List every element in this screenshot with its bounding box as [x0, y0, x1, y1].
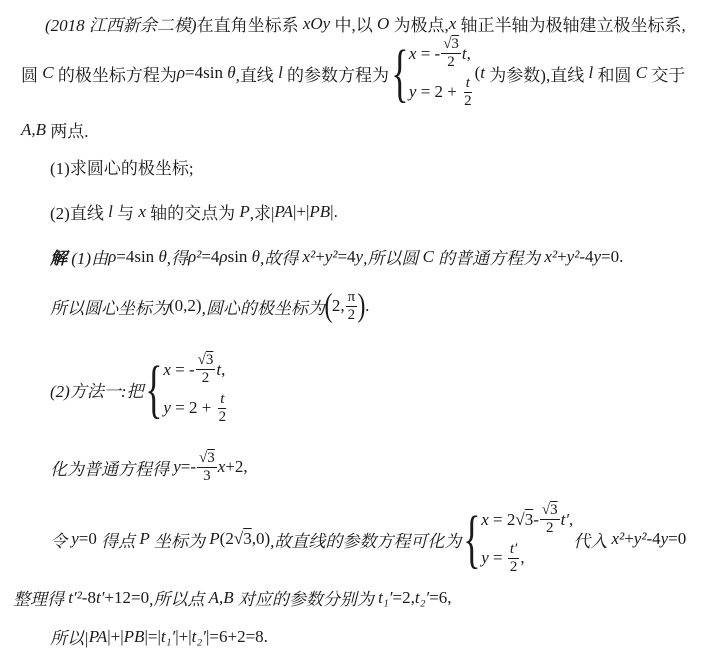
math-segment: θ — [158, 246, 167, 266]
math-segment: =4sin — [116, 246, 159, 266]
math-segment: ( — [474, 63, 481, 82]
math-segment: |=| — [144, 626, 161, 646]
fraction-numerator — [196, 352, 216, 370]
left-paren: ( — [324, 287, 333, 324]
math-segment: x — [481, 509, 489, 529]
fraction-numerator — [441, 36, 461, 54]
equation-row-y — [163, 391, 229, 426]
solution-center-coordinates — [50, 287, 369, 325]
fraction-numerator — [508, 541, 519, 559]
radicand: 3 — [451, 36, 459, 53]
fraction — [508, 541, 520, 576]
math-segment: x² — [302, 246, 316, 266]
math-segment: C — [635, 63, 648, 82]
text-segment: 为极点, — [389, 16, 449, 35]
math-segment: ρ — [108, 246, 117, 266]
math-segment: t₁′ — [160, 626, 176, 646]
problem-statement-line-1 — [45, 11, 686, 36]
fraction-numerator: π — [347, 288, 356, 305]
equation-row-x — [163, 352, 229, 387]
math-segment: = - — [170, 359, 195, 379]
math-segment: =4 — [337, 246, 356, 266]
problem-source-tag: (2018 江西新余二模) — [45, 16, 197, 35]
math-segment: PB — [123, 626, 145, 646]
math-segment: (2 — [219, 529, 234, 548]
text-segment: (1)由 — [67, 249, 109, 268]
math-segment: 2, — [331, 296, 345, 315]
fraction — [346, 289, 358, 324]
math-segment: A,B — [208, 587, 234, 607]
radical-sign: √ — [197, 352, 206, 369]
solution-part-1 — [50, 244, 623, 269]
radical-sign: √ — [233, 529, 244, 548]
math-segment: x² — [544, 246, 558, 266]
math-segment: , — [520, 548, 525, 568]
math-segment: P — [239, 201, 250, 221]
math-segment: y² — [324, 246, 338, 266]
math-segment: ρ — [219, 246, 228, 266]
text-segment: 和圆 — [593, 65, 636, 85]
math-segment: t₂′ — [414, 587, 430, 607]
radical-sign: √ — [541, 502, 551, 519]
text-segment: ,得 — [166, 249, 189, 268]
math-segment: = 2 + — [170, 398, 216, 418]
math-segment: x — [138, 201, 146, 221]
math-segment: = — [488, 548, 507, 568]
text-segment: 整理得 — [13, 590, 69, 609]
text-segment: 所以| — [50, 629, 89, 648]
radicand: 3 — [207, 449, 215, 466]
math-segment: xOy — [302, 13, 331, 33]
text-segment: 令 — [50, 531, 72, 551]
radical-sign: √ — [515, 509, 525, 529]
math-segment: y — [163, 398, 171, 418]
math-segment: =6, — [429, 587, 452, 607]
math-segment: x² — [611, 529, 625, 548]
math-segment: y — [71, 529, 79, 548]
solution-label: 解 — [50, 249, 67, 268]
left-brace: { — [463, 502, 481, 575]
problem-statement-line-3 — [21, 117, 89, 142]
fraction-denominator: 2 — [201, 370, 210, 387]
math-segment: -4 — [579, 246, 594, 266]
math-segment: ρ² — [188, 246, 202, 266]
solution-part-2-method-1 — [50, 351, 229, 427]
math-segment: t₁′ — [378, 587, 393, 607]
text-segment: 圆 — [21, 65, 43, 85]
math-segment: (0,2) — [169, 296, 202, 315]
right-paren: ) — [357, 287, 366, 324]
fraction — [462, 75, 474, 110]
parametric-equation-system — [143, 352, 229, 425]
radicand: 3 — [524, 509, 534, 529]
fraction-numerator — [218, 391, 226, 409]
math-segment: P — [139, 529, 150, 548]
text-segment: ,求| — [249, 204, 275, 223]
fraction — [196, 352, 216, 387]
text-segment: ,直线 — [235, 65, 279, 85]
math-segment: l — [278, 63, 283, 82]
math-segment: x — [163, 359, 171, 379]
math-segment: ρ — [176, 63, 186, 82]
fraction-numerator — [197, 450, 217, 468]
question-1 — [50, 154, 194, 179]
math-segment: , — [221, 359, 226, 379]
fraction-numerator — [464, 75, 472, 93]
equation-rows — [163, 352, 229, 425]
text-segment: 在直角坐标系 — [196, 16, 303, 35]
equation-row-y — [409, 75, 475, 110]
fraction-denominator: 2 — [509, 558, 518, 575]
math-segment: θ — [227, 63, 236, 82]
math-segment: PA — [274, 201, 293, 221]
math-segment: =- — [180, 457, 197, 476]
text-segment: 得点 — [101, 531, 140, 551]
math-segment: l — [588, 63, 594, 82]
fraction-denominator: 2 — [464, 92, 472, 109]
math-segment: |+| — [107, 626, 124, 646]
math-segment: y — [481, 548, 489, 568]
math-segment: x — [217, 457, 226, 476]
text-segment: (1)求圆心的极坐标; — [50, 159, 194, 178]
math-segment: P — [209, 529, 220, 548]
fraction-denominator: 2 — [545, 520, 554, 537]
math-segment: t′ — [509, 541, 518, 557]
math-segment: +2, — [225, 457, 248, 476]
math-segment: = 2 — [488, 509, 516, 529]
math-segment: θ — [251, 246, 261, 266]
math-segment: y — [173, 457, 181, 476]
math-segment: |. — [330, 201, 338, 221]
text-segment: 的参数方程为 — [282, 65, 390, 85]
text-segment: 的极坐标方程为 — [53, 65, 177, 85]
equation-row-y — [481, 541, 573, 576]
math-segment: ,0) — [251, 529, 271, 548]
fraction-denominator: 2 — [347, 306, 356, 323]
fraction-denominator: 3 — [203, 467, 211, 484]
math-segment: -4 — [646, 529, 661, 548]
problem-statement-line-2 — [21, 38, 685, 108]
math-segment: =0 — [78, 529, 102, 548]
equation-rows — [481, 502, 573, 575]
math-segment: =4 — [201, 246, 220, 266]
math-segment: = 2 + — [416, 82, 462, 102]
math-segment: A,B — [21, 119, 47, 139]
math-segment: C — [422, 246, 434, 266]
text-segment: 轴的交点为 — [145, 204, 240, 223]
math-segment: , — [569, 509, 574, 529]
text-segment: ,故得 — [260, 249, 303, 268]
radical-sign: √ — [199, 449, 208, 466]
text-segment: ,所以圆 — [363, 249, 423, 268]
text-segment: 中,以 — [330, 16, 377, 35]
parametric-equation-system — [389, 36, 475, 109]
question-2 — [50, 199, 338, 224]
math-segment: + — [557, 246, 567, 266]
math-segment: x — [408, 43, 417, 63]
math-segment: PA — [88, 626, 108, 646]
text-segment: ,故直线的参数方程可化为 — [270, 531, 462, 551]
solution-parameter-values — [13, 585, 452, 610]
radicand: 3 — [243, 529, 252, 548]
solution-point-p-line — [50, 503, 686, 575]
text-segment: 对应的参数分别为 — [233, 590, 379, 609]
text-segment: 与 — [112, 204, 139, 223]
solution-ordinary-equation — [50, 446, 248, 488]
parametric-equation-system — [461, 502, 573, 575]
math-segment: x — [448, 13, 457, 33]
text-segment: 轴正半轴为极轴建立极坐标系, — [456, 16, 686, 35]
fraction — [441, 36, 461, 71]
solution-final-answer — [50, 624, 268, 649]
math-segment: O — [376, 13, 390, 33]
math-segment: t — [480, 63, 486, 82]
fraction — [540, 502, 560, 537]
math-segment: + — [315, 246, 325, 266]
fraction-denominator: 2 — [447, 54, 455, 71]
math-segment: t′² — [68, 587, 82, 607]
text-segment: 交于 — [647, 65, 686, 85]
math-segment: - — [533, 509, 539, 529]
text-segment: (2)直线 — [50, 204, 109, 223]
math-segment: -8 — [81, 587, 96, 607]
math-segment: sin — [227, 246, 252, 266]
math-segment: y² — [566, 246, 580, 266]
math-segment: y — [593, 246, 602, 266]
text-segment: 所以圆心坐标为 — [50, 298, 169, 318]
math-segment: |+| — [292, 201, 310, 221]
math-segment: t′ — [560, 509, 570, 529]
math-segment: t₂′ — [191, 626, 206, 646]
equation-rows — [409, 36, 475, 109]
math-segment: |=6+2=8. — [205, 626, 268, 646]
math-segment: +12=0 — [104, 587, 150, 607]
math-segment: PB — [309, 201, 331, 221]
math-segment: , — [466, 43, 471, 63]
radical-sign: √ — [443, 36, 452, 53]
math-segment: |+| — [175, 626, 192, 646]
math-segment: C — [42, 63, 54, 82]
math-segment: t′ — [95, 587, 105, 607]
text-segment: 的普通方程为 — [433, 249, 545, 268]
fraction — [217, 391, 229, 426]
math-segment: y² — [633, 529, 647, 548]
fraction-denominator: 2 — [218, 408, 227, 425]
text-segment: ,所以点 — [149, 590, 209, 609]
text-segment: (2)方法一:把 — [50, 381, 144, 401]
text-segment: 化为普通方程得 — [50, 459, 174, 479]
text-segment: 坐标为 — [149, 531, 210, 551]
math-segment: y — [408, 82, 417, 102]
radicand: 3 — [205, 352, 214, 369]
math-segment: =0. — [601, 246, 624, 266]
fraction — [197, 450, 217, 485]
text-segment: ,圆心的极坐标为 — [201, 298, 325, 318]
equation-row-x — [409, 36, 475, 71]
left-brace: { — [391, 36, 409, 109]
math-segment: =2, — [392, 587, 415, 607]
math-segment: = - — [416, 43, 441, 63]
text-segment: 两点. — [46, 122, 89, 141]
text-segment: 代入 — [573, 531, 612, 551]
math-segment: t — [220, 391, 225, 407]
text-segment: 为参数),直线 — [485, 65, 589, 85]
math-segment: t — [465, 75, 470, 91]
math-segment: t — [461, 43, 467, 63]
math-segment: . — [365, 296, 370, 315]
math-segment: l — [108, 201, 113, 221]
math-segment: + — [624, 529, 634, 548]
math-segment: t — [216, 359, 222, 379]
math-segment: =0 — [668, 529, 687, 548]
math-segment: y — [660, 529, 669, 548]
math-segment: y — [355, 246, 364, 266]
equation-row-x — [481, 502, 573, 537]
left-brace: { — [145, 352, 164, 425]
fraction-numerator — [540, 502, 560, 520]
math-segment: =4sin — [185, 63, 228, 82]
radicand: 3 — [550, 502, 558, 519]
